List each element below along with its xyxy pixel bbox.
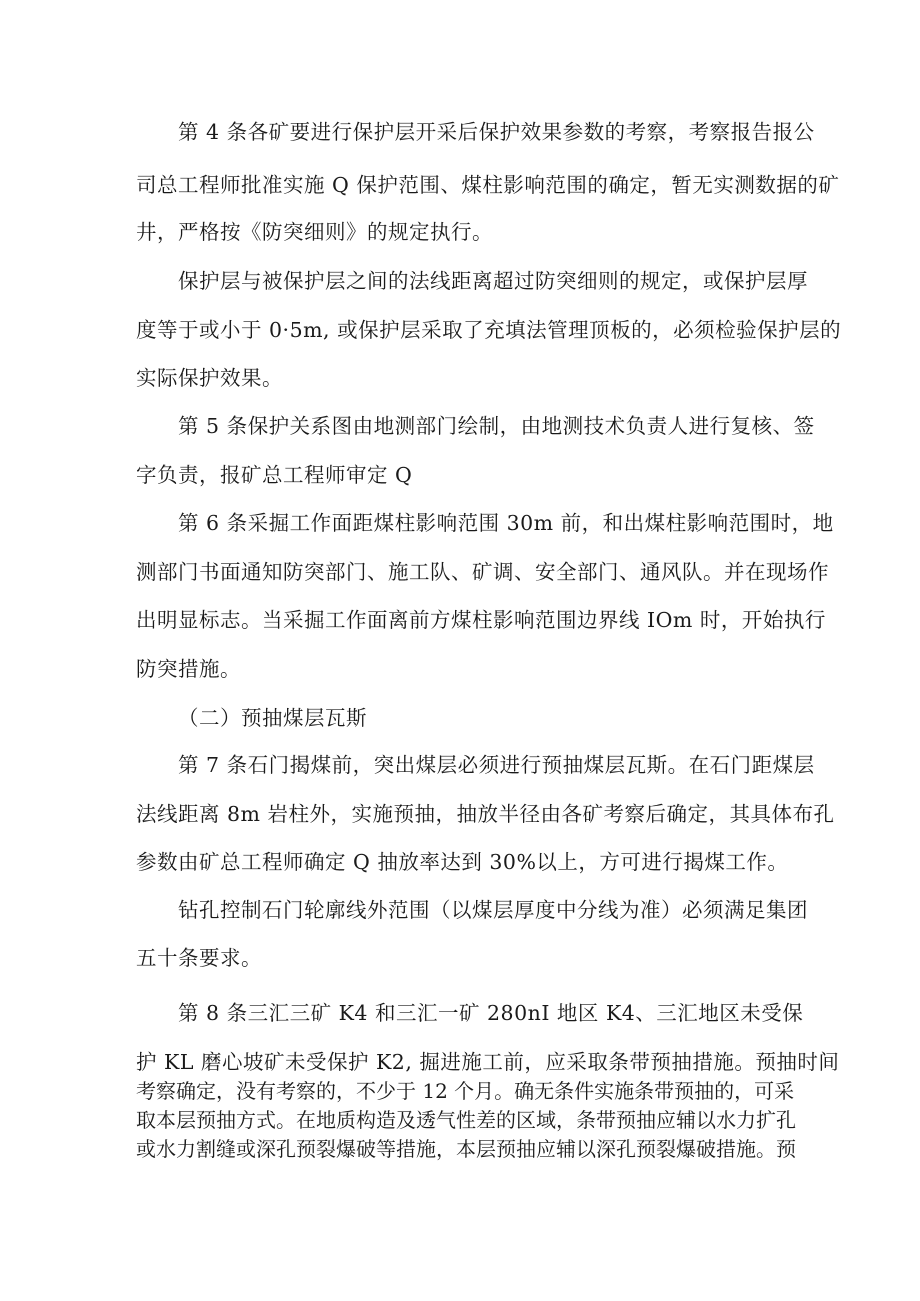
para-1-line-3: 井，严格按《防突细则》的规定执行。 [136,220,493,244]
para-7-line-5: 或水力割缝或深孔预裂爆破等措施，本层预抽应辅以深孔预裂爆破措施。预 [136,1137,796,1161]
para-6-line-1: 钻孔控制石门轮廓线外范围（以煤层厚度中分线为准）必须满足集团 [178,898,808,922]
para-4-line-4: 防突措施。 [136,657,241,681]
para-1-line-2: 司总工程师批准实施 Q 保护范围、煤柱影响范围的确定，暂无实测数据的矿 [136,173,840,197]
para-2-line-1: 保护层与被保护层之间的法线距离超过防突细则的规定，或保护层厚 [178,269,808,293]
para-6-line-2: 五十条要求。 [136,946,262,970]
para-5-line-1: 第 7 条石门揭煤前，突出煤层必须进行预抽煤层瓦斯。在石门距煤层 [178,753,815,777]
para-5-line-2: 法线距离 8m 岩柱外，实施预抽，抽放半径由各矿考察后确定，其具体布孔 [136,802,835,826]
para-5-line-3: 参数由矿总工程师确定 Q 抽放率达到 30%以上，方可进行揭煤工作。 [136,850,789,874]
para-4-line-2: 测部门书面通知防突部门、施工队、矿调、安全部门、通风队。并在现场作 [136,560,829,584]
para-3-line-1: 第 5 条保护关系图由地测部门绘制，由地测技术负责人进行复核、签 [178,414,815,438]
para-7-line-3: 考察确定，没有考察的，不少于 12 个月。确无条件实施条带预抽的，可采 [136,1079,795,1103]
para-3-line-2: 字负责，报矿总工程师审定 Q [136,463,413,487]
para-2-line-2: 度等于或小于 0·5m, 或保护层采取了充填法管理顶板的，必须检验保护层的 [136,318,842,342]
section-heading: （二）预抽煤层瓦斯 [178,706,367,730]
para-7-line-2: 护 KL 磨心坡矿未受保护 K2, 掘进施工前，应采取条带预抽措施。预抽时间 [136,1050,840,1074]
para-4-line-3: 出明显标志。当采掘工作面离前方煤柱影响范围边界线 IOm 时，开始执行 [136,608,826,632]
para-7-line-1: 第 8 条三汇三矿 K4 和三汇一矿 280nI 地区 K4、三汇地区未受保 [178,1001,804,1025]
para-2-line-3: 实际保护效果。 [136,366,283,390]
para-4-line-1: 第 6 条采掘工作面距煤柱影响范围 30m 前，和出煤柱影响范围时，地 [178,511,834,535]
para-1-line-1: 第 4 条各矿要进行保护层开采后保护效果参数的考察，考察报告报公 [178,120,815,144]
para-7-line-4: 取本层预抽方式。在地质构造及透气性差的区域，条带预抽应辅以水力扩孔 [136,1108,796,1132]
